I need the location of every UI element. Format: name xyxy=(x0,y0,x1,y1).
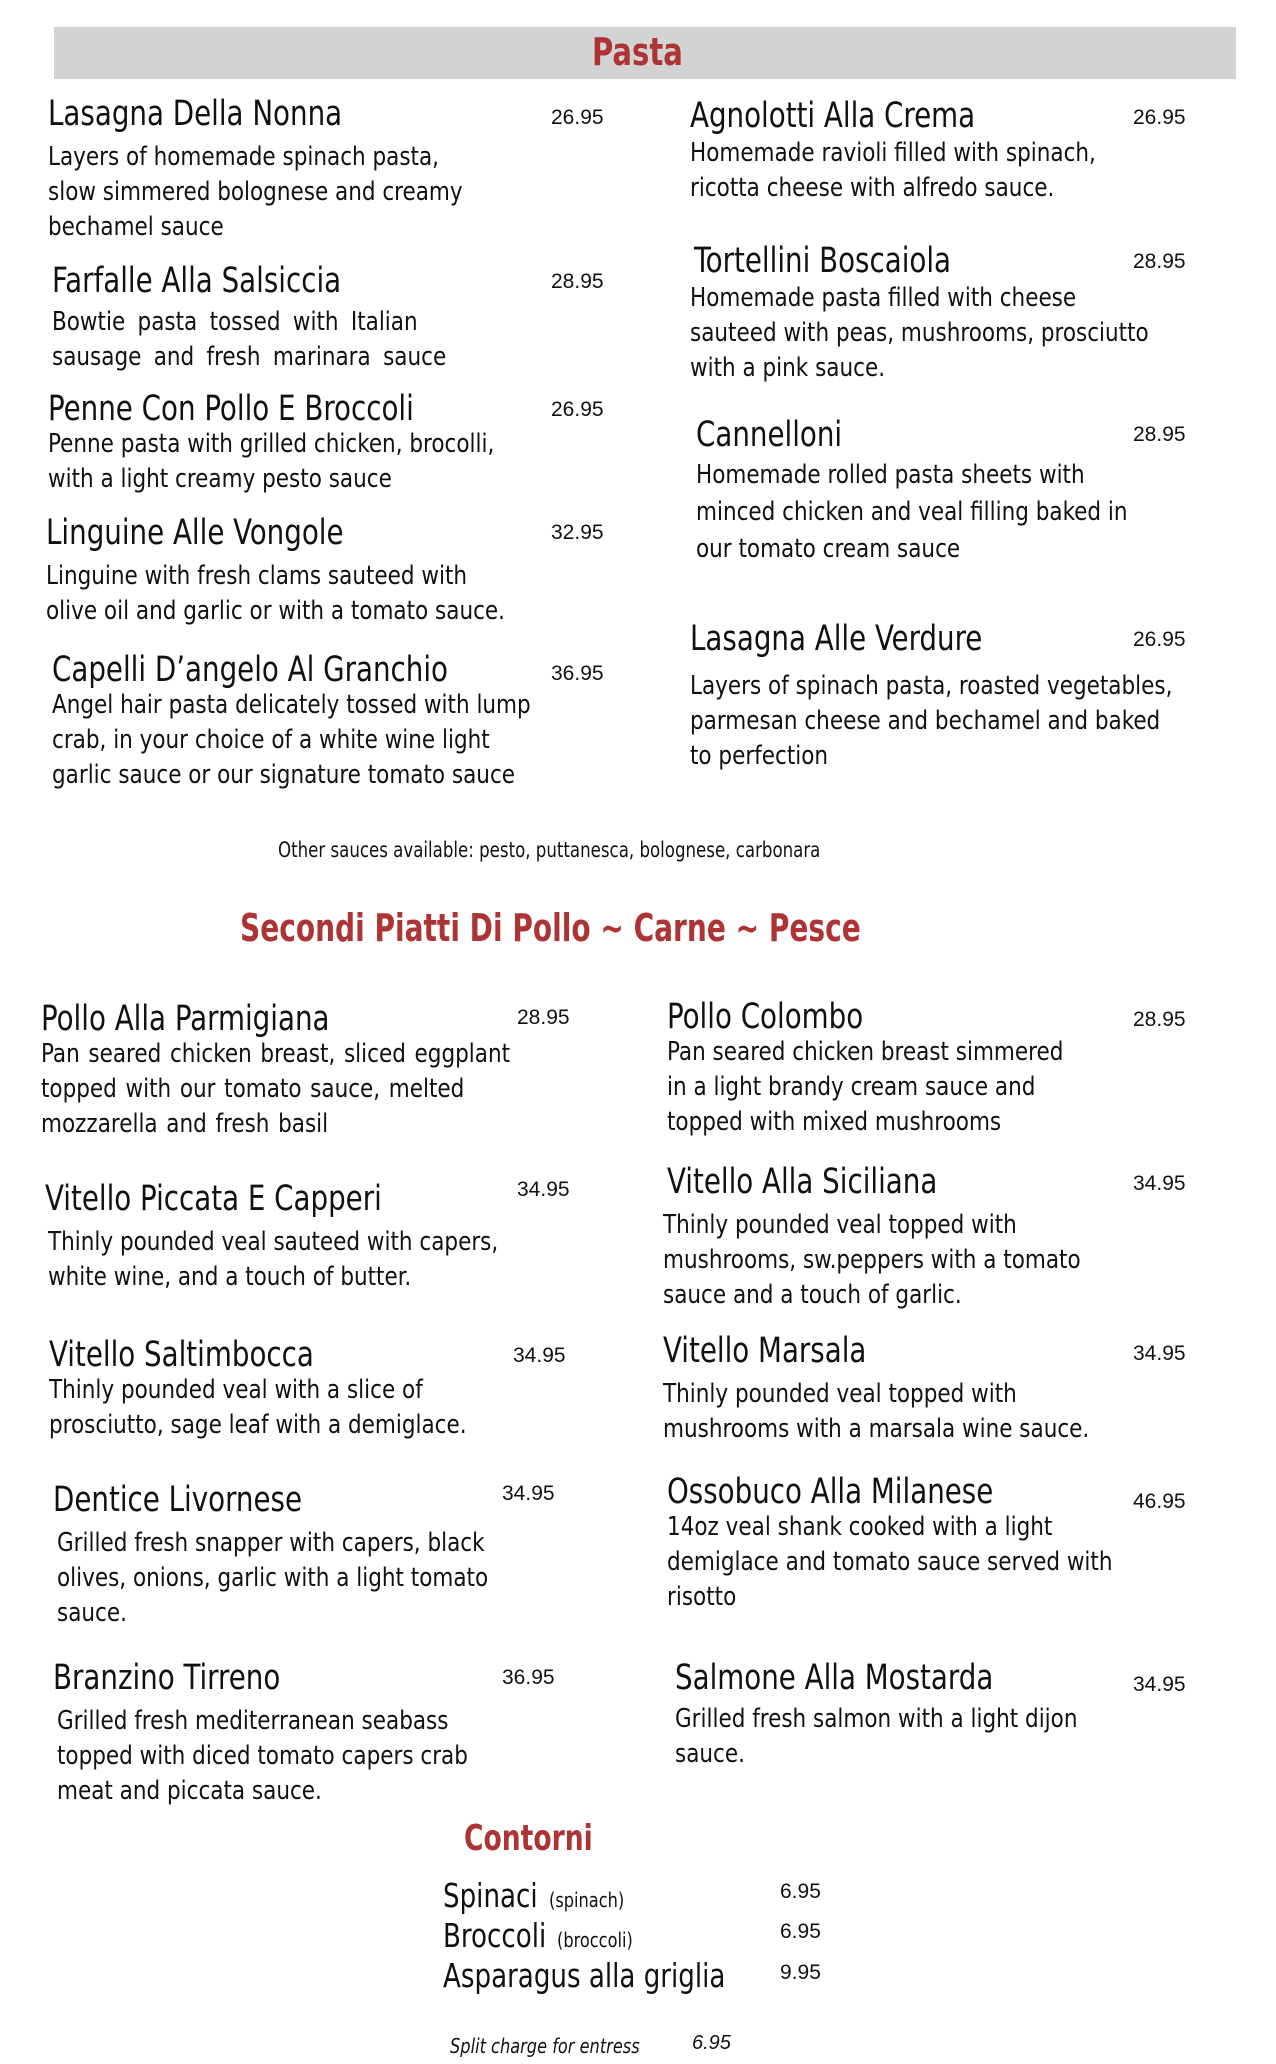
item-name: Tortellini Boscaiola xyxy=(694,241,952,281)
menu-item xyxy=(52,650,592,793)
menu-item xyxy=(46,513,586,629)
item-price: 28.95 xyxy=(517,1006,570,1029)
item-name: Linguine Alle Vongole xyxy=(46,513,344,553)
menu-item xyxy=(52,261,592,375)
item-description: Linguine with fresh clams sauteed with olive oil and garlic or with a tomato sauce. xyxy=(46,561,506,626)
item-price: 32.95 xyxy=(551,521,604,544)
item-description: Thinly pounded veal with a slice of prosciutto, sage leaf with a demiglace. xyxy=(49,1375,467,1440)
pasta-section-title: Pasta xyxy=(592,30,683,74)
contorni-section-title: Contorni xyxy=(464,1818,593,1859)
item-description: Thinly pounded veal sauteed with capers, white wine, and a touch of butter. xyxy=(48,1227,499,1292)
item-price: 26.95 xyxy=(1133,628,1186,651)
item-description: Angel hair pasta delicately tossed with lump crab, in your choice of a white wine light garlic sauce or our signature tomato sauce xyxy=(52,690,531,790)
item-name: Lasagna Della Nonna xyxy=(48,94,343,134)
menu-item xyxy=(45,1179,588,1295)
item-price: 28.95 xyxy=(551,270,604,293)
item-name: Vitello Marsala xyxy=(663,1331,867,1371)
item-description: Penne pasta with grilled chicken, brocolli, with a light creamy pesto sauce xyxy=(48,429,495,494)
item-name: Capelli D’angelo Al Granchio xyxy=(52,650,448,690)
item-price: 36.95 xyxy=(551,662,604,685)
menu-item xyxy=(41,999,581,1142)
side-note: (spinach) xyxy=(549,1888,625,1912)
item-name: Penne Con Pollo E Broccoli xyxy=(48,389,414,429)
secondi-section-title: Secondi Piatti Di Pollo ~ Carne ~ Pesce xyxy=(240,906,861,950)
item-price: 34.95 xyxy=(1133,1172,1186,1195)
item-price: 28.95 xyxy=(1133,423,1186,446)
item-description: 14oz veal shank cooked with a light demiglace and tomato sauce served with risotto xyxy=(667,1512,1113,1612)
menu-item xyxy=(667,1472,1207,1615)
item-description: Pan seared chicken breast simmered in a light brandy cream sauce and topped with mixed mushrooms xyxy=(667,1037,1064,1137)
item-price: 28.95 xyxy=(1133,250,1186,273)
item-price: 34.95 xyxy=(1133,1342,1186,1365)
item-name: Cannelloni xyxy=(696,415,843,455)
item-name: Salmone Alla Mostarda xyxy=(675,1658,994,1698)
side-price: 6.95 xyxy=(780,1920,821,1943)
item-price: 26.95 xyxy=(551,398,604,421)
item-name: Pollo Colombo xyxy=(667,997,864,1037)
item-description: Grilled fresh mediterranean seabass topped with diced tomato capers crab meat and piccata sauce. xyxy=(57,1706,468,1806)
item-name: Agnolotti Alla Crema xyxy=(690,96,976,136)
sauces-note: Other sauces available: pesto, puttanesca, bolognese, carbonara xyxy=(278,838,821,862)
side-price: 6.95 xyxy=(780,1880,821,1903)
menu-item xyxy=(48,94,588,245)
item-name: Vitello Saltimbocca xyxy=(49,1335,314,1375)
side-item xyxy=(443,1916,641,1955)
side-name: Spinaci xyxy=(443,1876,538,1915)
item-price: 34.95 xyxy=(502,1482,555,1505)
side-price: 9.95 xyxy=(780,1961,821,1984)
item-price: 28.95 xyxy=(1133,1008,1186,1031)
item-price: 34.95 xyxy=(517,1178,570,1201)
item-price: 26.95 xyxy=(1133,106,1186,129)
item-description: Grilled fresh snapper with capers, black olives, onions, garlic with a light tomato sauce. xyxy=(57,1528,489,1628)
item-description: Bowtie pasta tossed with Italian sausage and fresh marinara sauce xyxy=(52,307,447,372)
split-charge-price: 6.95 xyxy=(692,2032,731,2054)
split-charge-label: Split charge for entress xyxy=(450,2034,640,2058)
item-description: Pan seared chicken breast, sliced eggplant topped with our tomato sauce, melted mozzarella and fresh basil xyxy=(41,1039,511,1139)
item-price: 34.95 xyxy=(513,1344,566,1367)
item-price: 34.95 xyxy=(1133,1673,1186,1696)
side-note: (broccoli) xyxy=(556,1928,633,1952)
item-description: Layers of spinach pasta, roasted vegetables, parmesan cheese and bechamel and baked to perfection xyxy=(690,671,1173,771)
side-name: Asparagus alla griglia xyxy=(443,1956,726,1995)
menu-item xyxy=(48,389,588,497)
item-price: 26.95 xyxy=(551,106,604,129)
item-name: Ossobuco Alla Milanese xyxy=(667,1472,994,1512)
item-name: Vitello Alla Siciliana xyxy=(667,1162,938,1202)
side-item xyxy=(443,1876,633,1915)
side-item xyxy=(443,1956,764,1995)
item-name: Farfalle Alla Salsiccia xyxy=(52,261,342,301)
menu-item xyxy=(663,1331,1203,1447)
item-description: Homemade ravioli filled with spinach, ricotta cheese with alfredo sauce. xyxy=(690,138,1096,203)
item-description: Grilled fresh salmon with a light dijon sauce. xyxy=(675,1704,1078,1769)
item-name: Dentice Livornese xyxy=(53,1480,303,1520)
item-name: Vitello Piccata E Capperi xyxy=(45,1179,382,1219)
item-description: Thinly pounded veal topped with mushrooms with a marsala wine sauce. xyxy=(663,1379,1090,1444)
item-description: Layers of homemade spinach pasta, slow simmered bolognese and creamy bechamel sauce xyxy=(48,142,463,242)
menu-item xyxy=(667,997,1207,1140)
menu-item xyxy=(49,1335,589,1443)
item-price: 36.95 xyxy=(502,1666,555,1689)
item-name: Lasagna Alle Verdure xyxy=(690,619,983,659)
item-description: Homemade rolled pasta sheets with minced chicken and veal filling baked in our tomato cream sauce xyxy=(696,460,1128,564)
item-price: 46.95 xyxy=(1133,1490,1186,1513)
item-name: Branzino Tirreno xyxy=(53,1658,281,1698)
item-name: Pollo Alla Parmigiana xyxy=(41,999,330,1039)
item-description: Thinly pounded veal topped with mushrooms, sw.peppers with a tomato sauce and a touch of garlic. xyxy=(663,1210,1081,1310)
item-description: Homemade pasta filled with cheese sauteed with peas, mushrooms, prosciutto with a pink sauce. xyxy=(690,283,1149,383)
menu-item xyxy=(663,1162,1203,1313)
side-name: Broccoli xyxy=(443,1916,547,1955)
